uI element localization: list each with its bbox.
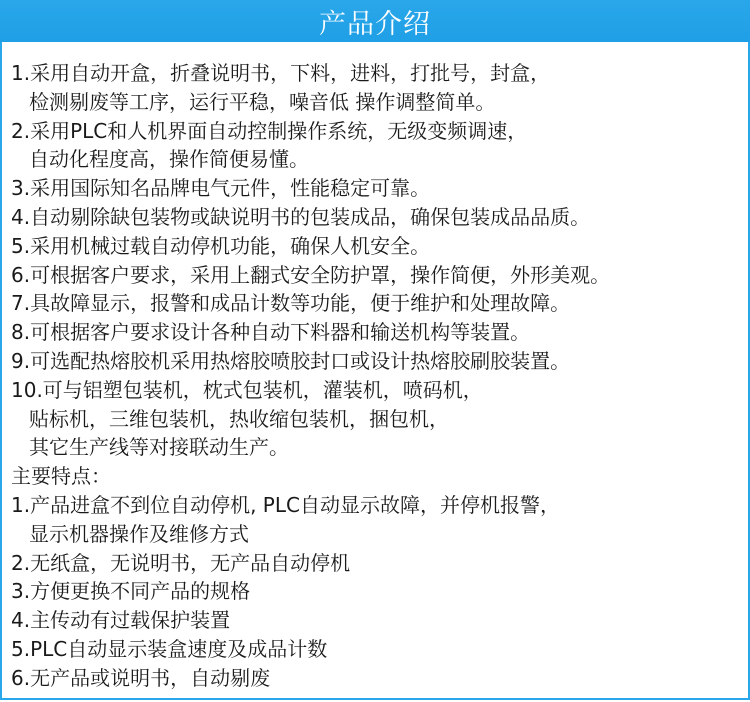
text-line: 检测剔废等工序，运行平稳，噪音低 操作调整简单。 (29, 89, 496, 114)
text-line: 6.无产品或说明书，自动剔废 (11, 665, 271, 690)
text-line: 2.无纸盒，无说明书，无产品自动停机 (11, 550, 351, 575)
text-line: 6.可根据客户要求，采用上翻式安全防护罩，操作简便，外形美观。 (11, 262, 611, 287)
text-line: 9.可选配热熔胶机采用热熔胶喷胶封口或设计热熔胶刷胶装置。 (11, 348, 571, 373)
text-line: 10.可与铝塑包装机，枕式包装机，灌装机，喷码机， (11, 377, 483, 402)
text-line: 贴标机，三维包装机，热收缩包装机，捆包机， (29, 406, 449, 431)
page-title: 产品介绍 (319, 8, 431, 40)
text-line: 4.主传动有过载保护装置 (11, 608, 231, 633)
section-heading: 主要特点： (11, 464, 111, 489)
text-line: 1.产品进盒不到位自动停机, PLC自动显示故障，并停机报警， (11, 492, 560, 517)
text-line: 显示机器操作及维修方式 (29, 521, 249, 546)
header-bar (0, 0, 750, 42)
text-line: 5.PLC自动显示装盒速度及成品计数 (11, 636, 328, 661)
text-line: 自动化程度高，操作简便易懂。 (29, 147, 309, 172)
text-line: 其它生产线等对接联动生产。 (29, 435, 289, 460)
text-line: 4.自动剔除缺包装物或缺说明书的包装成品，确保包装成品品质。 (11, 204, 591, 229)
text-line: 5.采用机械过载自动停机功能，确保人机安全。 (11, 233, 431, 258)
text-line: 1.采用自动开盒，折叠说明书，下料，进料，打批号，封盒， (11, 61, 551, 85)
text-line: 7.具故障显示，报警和成品计数等功能，便于维护和处理故障。 (11, 291, 571, 316)
description-text (11, 59, 746, 693)
text-line: 3.方便更换不同产品的规格 (11, 579, 251, 604)
text-line: 3.采用国际知名品牌电气元件，性能稳定可靠。 (11, 176, 431, 201)
text-line: 8.可根据客户要求设计各种自动下料器和输送机构等装置。 (11, 320, 531, 345)
text-line: 2.采用PLC和人机界面自动控制操作系统，无级变频调速， (11, 118, 528, 143)
content-panel (0, 42, 750, 700)
